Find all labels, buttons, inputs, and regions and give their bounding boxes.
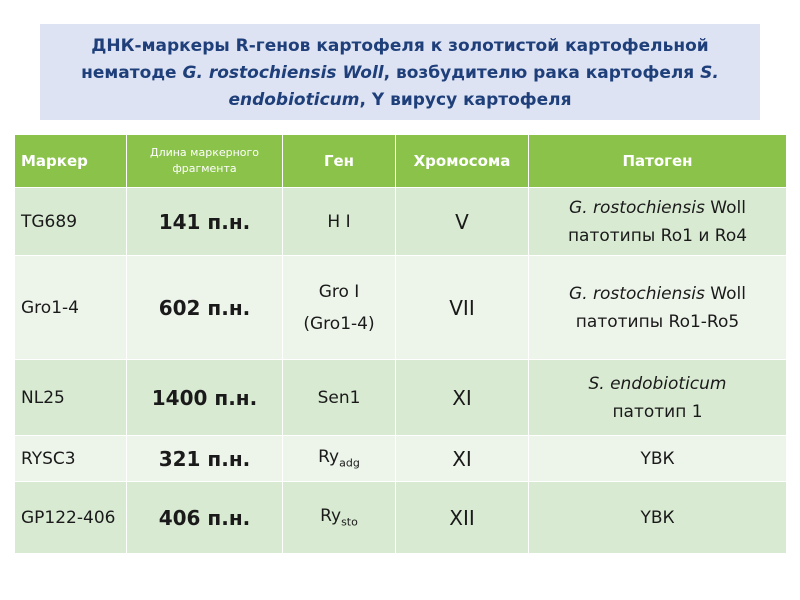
header-pathogen: Патоген bbox=[529, 135, 787, 188]
cell-chromosome: V bbox=[396, 188, 529, 256]
header-length-line-2: фрагмента bbox=[172, 162, 237, 175]
cell-length: 406 п.н. bbox=[127, 482, 283, 554]
cell-pathogen bbox=[529, 188, 787, 256]
cell-chromosome: VII bbox=[396, 256, 529, 360]
table-row bbox=[15, 256, 787, 360]
slide-title bbox=[40, 24, 760, 120]
pathogen-author: Woll bbox=[704, 197, 746, 218]
table-header-row bbox=[15, 135, 787, 188]
table-row bbox=[15, 482, 787, 554]
cell-marker: NL25 bbox=[15, 360, 127, 436]
header-marker: Маркер bbox=[15, 135, 127, 188]
cell-gene: H I bbox=[283, 188, 396, 256]
cell-length: 602 п.н. bbox=[127, 256, 283, 360]
cell-length: 141 п.н. bbox=[127, 188, 283, 256]
header-gene: Ген bbox=[283, 135, 396, 188]
cell-pathogen: YВК bbox=[529, 482, 787, 554]
title-line-2-post: , возбудителю рака картофеля bbox=[383, 63, 701, 83]
cell-marker: RYSC3 bbox=[15, 436, 127, 482]
cell-pathogen bbox=[529, 256, 787, 360]
gene-subscript: adg bbox=[339, 456, 360, 470]
cell-chromosome: XI bbox=[396, 436, 529, 482]
cell-pathogen: YВК bbox=[529, 436, 787, 482]
title-line-2-italic: G. rostochiensis Woll bbox=[182, 63, 384, 83]
cell-pathogen bbox=[529, 360, 787, 436]
cell-gene bbox=[283, 256, 396, 360]
cell-gene bbox=[283, 482, 396, 554]
header-length bbox=[127, 135, 283, 188]
cell-length: 321 п.н. bbox=[127, 436, 283, 482]
markers-table bbox=[14, 134, 787, 554]
gene-alias: (Gro1-4) bbox=[303, 313, 375, 334]
cell-gene: Sen1 bbox=[283, 360, 396, 436]
pathogen-species: S. endobioticum bbox=[588, 373, 727, 394]
table-row bbox=[15, 188, 787, 256]
gene-name: Gro I bbox=[318, 281, 360, 302]
header-length-line-1: Длина маркерного bbox=[149, 146, 260, 159]
table-row bbox=[15, 360, 787, 436]
title-line-2-pre: нематоде bbox=[81, 63, 183, 83]
pathogen-pathotype: патотипы Ro1-Ro5 bbox=[575, 311, 740, 332]
cell-marker: Gro1-4 bbox=[15, 256, 127, 360]
pathogen-pathotype: патотипы Ro1 и Ro4 bbox=[567, 225, 748, 246]
title-line-2-italic-2: S. bbox=[700, 63, 719, 83]
gene-subscript: sto bbox=[341, 515, 358, 529]
pathogen-species: G. rostochiensis bbox=[569, 283, 705, 304]
pathogen-species: G. rostochiensis bbox=[569, 197, 705, 218]
pathogen-pathotype: патотип 1 bbox=[612, 401, 703, 422]
pathogen-author: Woll bbox=[704, 283, 746, 304]
cell-marker: GP122-406 bbox=[15, 482, 127, 554]
cell-chromosome: XI bbox=[396, 360, 529, 436]
table-row bbox=[15, 436, 787, 482]
gene-name: Ry bbox=[318, 447, 340, 468]
gene-name: Ry bbox=[320, 506, 342, 527]
header-chromosome: Хромосома bbox=[396, 135, 529, 188]
cell-gene bbox=[283, 436, 396, 482]
title-line-3-post: , Y вирусу картофеля bbox=[359, 90, 572, 110]
cell-length: 1400 п.н. bbox=[127, 360, 283, 436]
cell-chromosome: XII bbox=[396, 482, 529, 554]
title-line-1: ДНК-маркеры R-генов картофеля к золотистой картофельной bbox=[91, 36, 709, 56]
title-line-3-italic: endobioticum bbox=[228, 90, 360, 110]
cell-marker: TG689 bbox=[15, 188, 127, 256]
